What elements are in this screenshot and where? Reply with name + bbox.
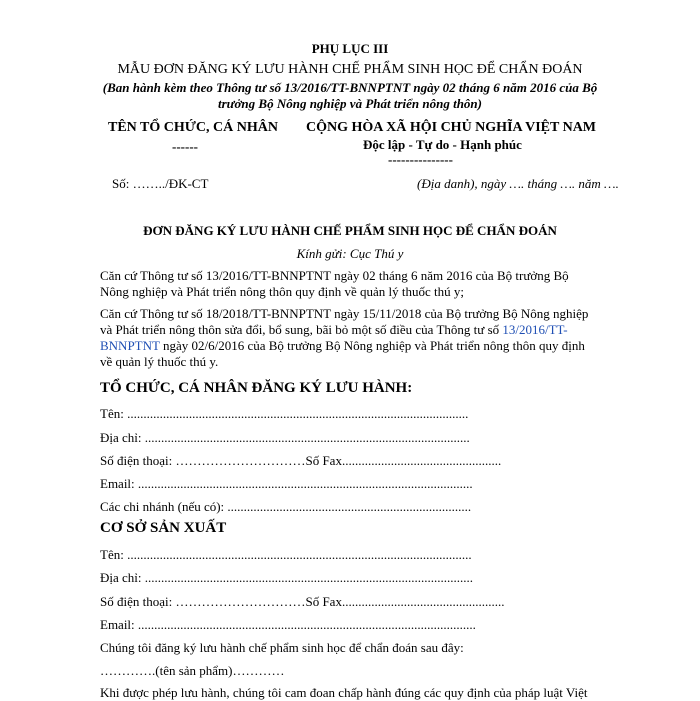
applicant-phone-fax-field: Số điện thoại: …………………………Số Fax.................................................	[100, 453, 502, 468]
legal-basis-2	[100, 306, 608, 370]
republic-heading: CỘNG HÒA XÃ HỘI CHỦ NGHĨA VIỆT NAM	[306, 120, 597, 135]
circular-link-b[interactable]: BNNPTNT	[100, 338, 160, 353]
letter-title: ĐƠN ĐĂNG KÝ LƯU HÀNH CHẾ PHẨM SINH HỌC ĐỂ CHẨN ĐOÁN	[143, 223, 557, 238]
document-number: Số: ……../ĐK-CT	[112, 176, 209, 191]
applicant-email-field: Email: .......................................................................................................	[100, 476, 473, 491]
registration-statement: Chúng tôi đăng ký lưu hành chế phẩm sinh học để chẩn đoán sau đây:	[100, 640, 464, 655]
legal-basis-1-line2: Nông nghiệp và Phát triển nông thôn quy định về quản lý thuốc thú y;	[100, 284, 464, 299]
legal-basis-2-line1: Căn cứ Thông tư số 18/2018/TT-BNNPTNT ngày 15/11/2018 của Bộ trưởng Bộ Nông nghiệp	[100, 306, 589, 321]
legal-basis-2-text-b: ngày 02/6/2016 của Bộ trưởng Bộ Nông nghiệp và Phát triển nông thôn quy định	[159, 338, 585, 353]
legal-basis-2-line3	[100, 338, 608, 354]
appendix-label: PHỤ LỤC III	[311, 41, 389, 56]
circular-link-a[interactable]: 13/2016/TT-	[502, 322, 568, 337]
applicant-name-field: Tên: .........................................................................................................	[100, 406, 469, 421]
facility-address-field: Địa chỉ: .....................................................................................................	[100, 570, 474, 585]
motto: Độc lập - Tự do - Hạnh phúc	[363, 137, 522, 152]
legal-basis-2-line2	[100, 322, 608, 338]
legal-basis-1	[100, 268, 608, 300]
facility-email-field: Email: ........................................................................................................	[100, 617, 476, 632]
applicant-branches-field: Các chi nhánh (nếu có): ...........................................................................	[100, 499, 472, 514]
commitment-statement: Khi được phép lưu hành, chúng tôi cam đoan chấp hành đúng các quy định của pháp luật Việt	[100, 685, 588, 700]
org-dashes: ------	[172, 139, 198, 154]
issued-note-line1: (Ban hành kèm theo Thông tư số 13/2016/TT-BNNPTNT ngày 02 tháng 6 năm 2016 của Bộ	[102, 80, 598, 95]
facility-phone-fax-field: Số điện thoại: …………………………Số Fax..................................................	[100, 594, 505, 609]
org-name-label: TÊN TỔ CHỨC, CÁ NHÂN	[108, 120, 278, 135]
motto-dashes: ---------------	[388, 152, 453, 167]
applicant-heading: TỔ CHỨC, CÁ NHÂN ĐĂNG KÝ LƯU HÀNH:	[100, 380, 413, 396]
issued-note-line2: trưởng Bộ Nông nghiệp và Phát triển nông thôn)	[218, 96, 482, 111]
product-name-placeholder: ………….(tên sản phẩm)…………	[100, 663, 285, 678]
form-title: MẪU ĐƠN ĐĂNG KÝ LƯU HÀNH CHẾ PHẨM SINH HỌC ĐỂ CHẨN ĐOÁN	[117, 62, 583, 77]
place-date: (Địa danh), ngày …. tháng …. năm ….	[417, 176, 619, 191]
legal-basis-2-line4: về quản lý thuốc thú y.	[100, 354, 219, 369]
applicant-address-field: Địa chỉ: ....................................................................................................	[100, 430, 470, 445]
recipient: Kính gửi: Cục Thú y	[296, 246, 404, 261]
facility-heading: CƠ SỞ SẢN XUẤT	[100, 520, 227, 536]
legal-basis-2-text-a: và Phát triển nông thôn sửa đổi, bổ sung, bãi bỏ một số điều của Thông tư số	[100, 322, 503, 337]
facility-name-field: Tên: ..........................................................................................................	[100, 547, 472, 562]
legal-basis-1-line1: Căn cứ Thông tư số 13/2016/TT-BNNPTNT ngày 02 tháng 6 năm 2016 của Bộ trưởng Bộ	[100, 268, 569, 283]
